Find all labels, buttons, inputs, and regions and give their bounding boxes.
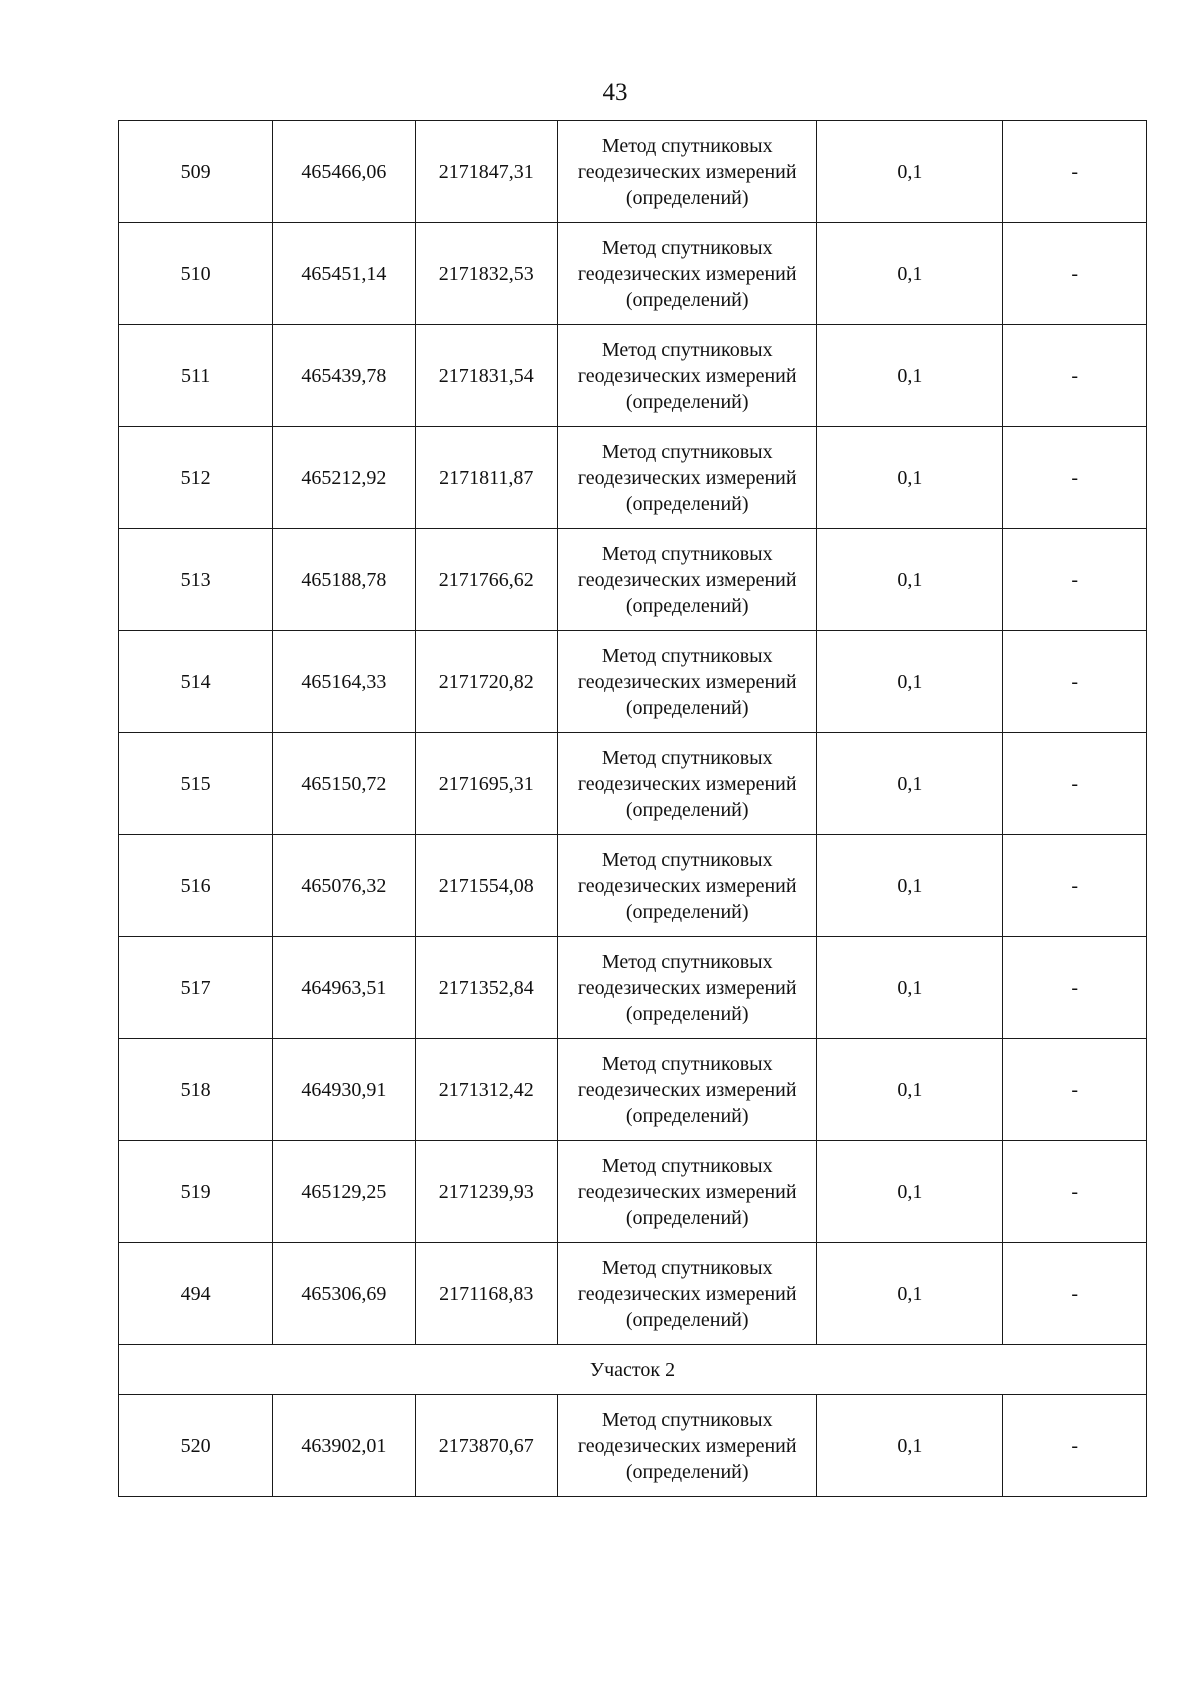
table-row xyxy=(119,733,1147,835)
table-body-section-2-header xyxy=(119,1345,1147,1395)
method-cell xyxy=(558,1141,817,1243)
point-number-cell: 519 xyxy=(119,1141,273,1243)
method-text-line2: геодезических измерений xyxy=(577,466,797,489)
table-row xyxy=(119,427,1147,529)
y-coordinate-cell: 2171312,42 xyxy=(415,1039,557,1141)
section-title: Участок 2 xyxy=(119,1345,1147,1395)
table-row xyxy=(119,1141,1147,1243)
method-cell xyxy=(558,835,817,937)
method-text-line2: геодезических измерений xyxy=(577,976,797,999)
method-text-line3: (определений) xyxy=(625,1308,749,1331)
method-text-line3: (определений) xyxy=(625,594,749,617)
note-cell: - xyxy=(1003,835,1147,937)
method-text-line1: Метод спутниковых xyxy=(601,848,773,871)
method-cell xyxy=(558,937,817,1039)
method-text-line2: геодезических измерений xyxy=(577,1180,797,1203)
x-coordinate-cell: 465076,32 xyxy=(273,835,415,937)
point-number-cell: 512 xyxy=(119,427,273,529)
y-coordinate-cell: 2171832,53 xyxy=(415,223,557,325)
method-text-line1: Метод спутниковых xyxy=(601,1052,773,1075)
accuracy-cell: 0,1 xyxy=(817,1395,1003,1497)
method-text-line1: Метод спутниковых xyxy=(601,1408,773,1431)
method-text-line2: геодезических измерений xyxy=(577,1434,797,1457)
accuracy-cell: 0,1 xyxy=(817,529,1003,631)
point-number-cell: 514 xyxy=(119,631,273,733)
method-text-line1: Метод спутниковых xyxy=(601,746,773,769)
table-row xyxy=(119,631,1147,733)
method-text-line1: Метод спутниковых xyxy=(601,236,773,259)
note-cell: - xyxy=(1003,1039,1147,1141)
method-text-line2: геодезических измерений xyxy=(577,160,797,183)
method-text-line3: (определений) xyxy=(625,900,749,923)
table-row xyxy=(119,1243,1147,1345)
method-text-line3: (определений) xyxy=(625,288,749,311)
table-row xyxy=(119,937,1147,1039)
point-number-cell: 509 xyxy=(119,121,273,223)
accuracy-cell: 0,1 xyxy=(817,937,1003,1039)
page-number: 43 xyxy=(602,79,628,106)
method-text-line1: Метод спутниковых xyxy=(601,950,773,973)
note-cell: - xyxy=(1003,427,1147,529)
accuracy-cell: 0,1 xyxy=(817,223,1003,325)
point-number-cell: 511 xyxy=(119,325,273,427)
method-text-line1: Метод спутниковых xyxy=(601,542,773,565)
coordinates-table xyxy=(118,120,1147,1497)
x-coordinate-cell: 465451,14 xyxy=(273,223,415,325)
x-coordinate-cell: 465129,25 xyxy=(273,1141,415,1243)
method-text-line1: Метод спутниковых xyxy=(601,1256,773,1279)
method-text-line3: (определений) xyxy=(625,696,749,719)
x-coordinate-cell: 465212,92 xyxy=(273,427,415,529)
point-number-cell: 494 xyxy=(119,1243,273,1345)
table-row xyxy=(119,835,1147,937)
x-coordinate-cell: 465150,72 xyxy=(273,733,415,835)
method-text-line3: (определений) xyxy=(625,1104,749,1127)
method-text-line2: геодезических измерений xyxy=(577,364,797,387)
y-coordinate-cell: 2171239,93 xyxy=(415,1141,557,1243)
method-text-line3: (определений) xyxy=(625,1206,749,1229)
method-cell xyxy=(558,631,817,733)
section-header-row xyxy=(119,1345,1147,1395)
point-number-cell: 520 xyxy=(119,1395,273,1497)
point-number-cell: 510 xyxy=(119,223,273,325)
method-text-line3: (определений) xyxy=(625,390,749,413)
method-text-line1: Метод спутниковых xyxy=(601,644,773,667)
point-number-cell: 517 xyxy=(119,937,273,1039)
method-cell xyxy=(558,529,817,631)
y-coordinate-cell: 2171352,84 xyxy=(415,937,557,1039)
table-row xyxy=(119,1039,1147,1141)
method-cell xyxy=(558,223,817,325)
method-text-line3: (определений) xyxy=(625,492,749,515)
table-row xyxy=(119,1395,1147,1497)
accuracy-cell: 0,1 xyxy=(817,1039,1003,1141)
method-cell xyxy=(558,427,817,529)
method-text-line2: геодезических измерений xyxy=(577,1282,797,1305)
accuracy-cell: 0,1 xyxy=(817,733,1003,835)
point-number-cell: 516 xyxy=(119,835,273,937)
note-cell: - xyxy=(1003,1141,1147,1243)
method-text-line1: Метод спутниковых xyxy=(601,1154,773,1177)
accuracy-cell: 0,1 xyxy=(817,835,1003,937)
note-cell: - xyxy=(1003,325,1147,427)
note-cell: - xyxy=(1003,1395,1147,1497)
accuracy-cell: 0,1 xyxy=(817,1243,1003,1345)
accuracy-cell: 0,1 xyxy=(817,121,1003,223)
note-cell: - xyxy=(1003,1243,1147,1345)
point-number-cell: 513 xyxy=(119,529,273,631)
table-row xyxy=(119,529,1147,631)
method-cell xyxy=(558,121,817,223)
point-number-cell: 518 xyxy=(119,1039,273,1141)
accuracy-cell: 0,1 xyxy=(817,427,1003,529)
y-coordinate-cell: 2171766,62 xyxy=(415,529,557,631)
table-body-section-1 xyxy=(119,121,1147,1345)
y-coordinate-cell: 2171811,87 xyxy=(415,427,557,529)
y-coordinate-cell: 2173870,67 xyxy=(415,1395,557,1497)
method-text-line2: геодезических измерений xyxy=(577,670,797,693)
x-coordinate-cell: 465439,78 xyxy=(273,325,415,427)
method-cell xyxy=(558,1395,817,1497)
note-cell: - xyxy=(1003,121,1147,223)
method-cell xyxy=(558,1039,817,1141)
y-coordinate-cell: 2171847,31 xyxy=(415,121,557,223)
x-coordinate-cell: 463902,01 xyxy=(273,1395,415,1497)
note-cell: - xyxy=(1003,223,1147,325)
x-coordinate-cell: 465466,06 xyxy=(273,121,415,223)
x-coordinate-cell: 464963,51 xyxy=(273,937,415,1039)
accuracy-cell: 0,1 xyxy=(817,1141,1003,1243)
method-text-line2: геодезических измерений xyxy=(577,262,797,285)
point-number-cell: 515 xyxy=(119,733,273,835)
method-text-line3: (определений) xyxy=(625,798,749,821)
method-cell xyxy=(558,325,817,427)
method-text-line3: (определений) xyxy=(625,1460,749,1483)
y-coordinate-cell: 2171720,82 xyxy=(415,631,557,733)
method-cell xyxy=(558,1243,817,1345)
note-cell: - xyxy=(1003,631,1147,733)
y-coordinate-cell: 2171168,83 xyxy=(415,1243,557,1345)
table-body-section-2 xyxy=(119,1395,1147,1497)
y-coordinate-cell: 2171554,08 xyxy=(415,835,557,937)
method-text-line1: Метод спутниковых xyxy=(601,440,773,463)
x-coordinate-cell: 465306,69 xyxy=(273,1243,415,1345)
table-row xyxy=(119,223,1147,325)
note-cell: - xyxy=(1003,733,1147,835)
y-coordinate-cell: 2171695,31 xyxy=(415,733,557,835)
method-cell xyxy=(558,733,817,835)
method-text-line2: геодезических измерений xyxy=(577,1078,797,1101)
method-text-line2: геодезических измерений xyxy=(577,568,797,591)
accuracy-cell: 0,1 xyxy=(817,631,1003,733)
x-coordinate-cell: 465188,78 xyxy=(273,529,415,631)
table-row xyxy=(119,121,1147,223)
table-row xyxy=(119,325,1147,427)
method-text-line1: Метод спутниковых xyxy=(601,134,773,157)
method-text-line1: Метод спутниковых xyxy=(601,338,773,361)
method-text-line3: (определений) xyxy=(625,1002,749,1025)
note-cell: - xyxy=(1003,937,1147,1039)
accuracy-cell: 0,1 xyxy=(817,325,1003,427)
note-cell: - xyxy=(1003,529,1147,631)
x-coordinate-cell: 465164,33 xyxy=(273,631,415,733)
x-coordinate-cell: 464930,91 xyxy=(273,1039,415,1141)
method-text-line3: (определений) xyxy=(625,186,749,209)
method-text-line2: геодезических измерений xyxy=(577,772,797,795)
y-coordinate-cell: 2171831,54 xyxy=(415,325,557,427)
method-text-line2: геодезических измерений xyxy=(577,874,797,897)
